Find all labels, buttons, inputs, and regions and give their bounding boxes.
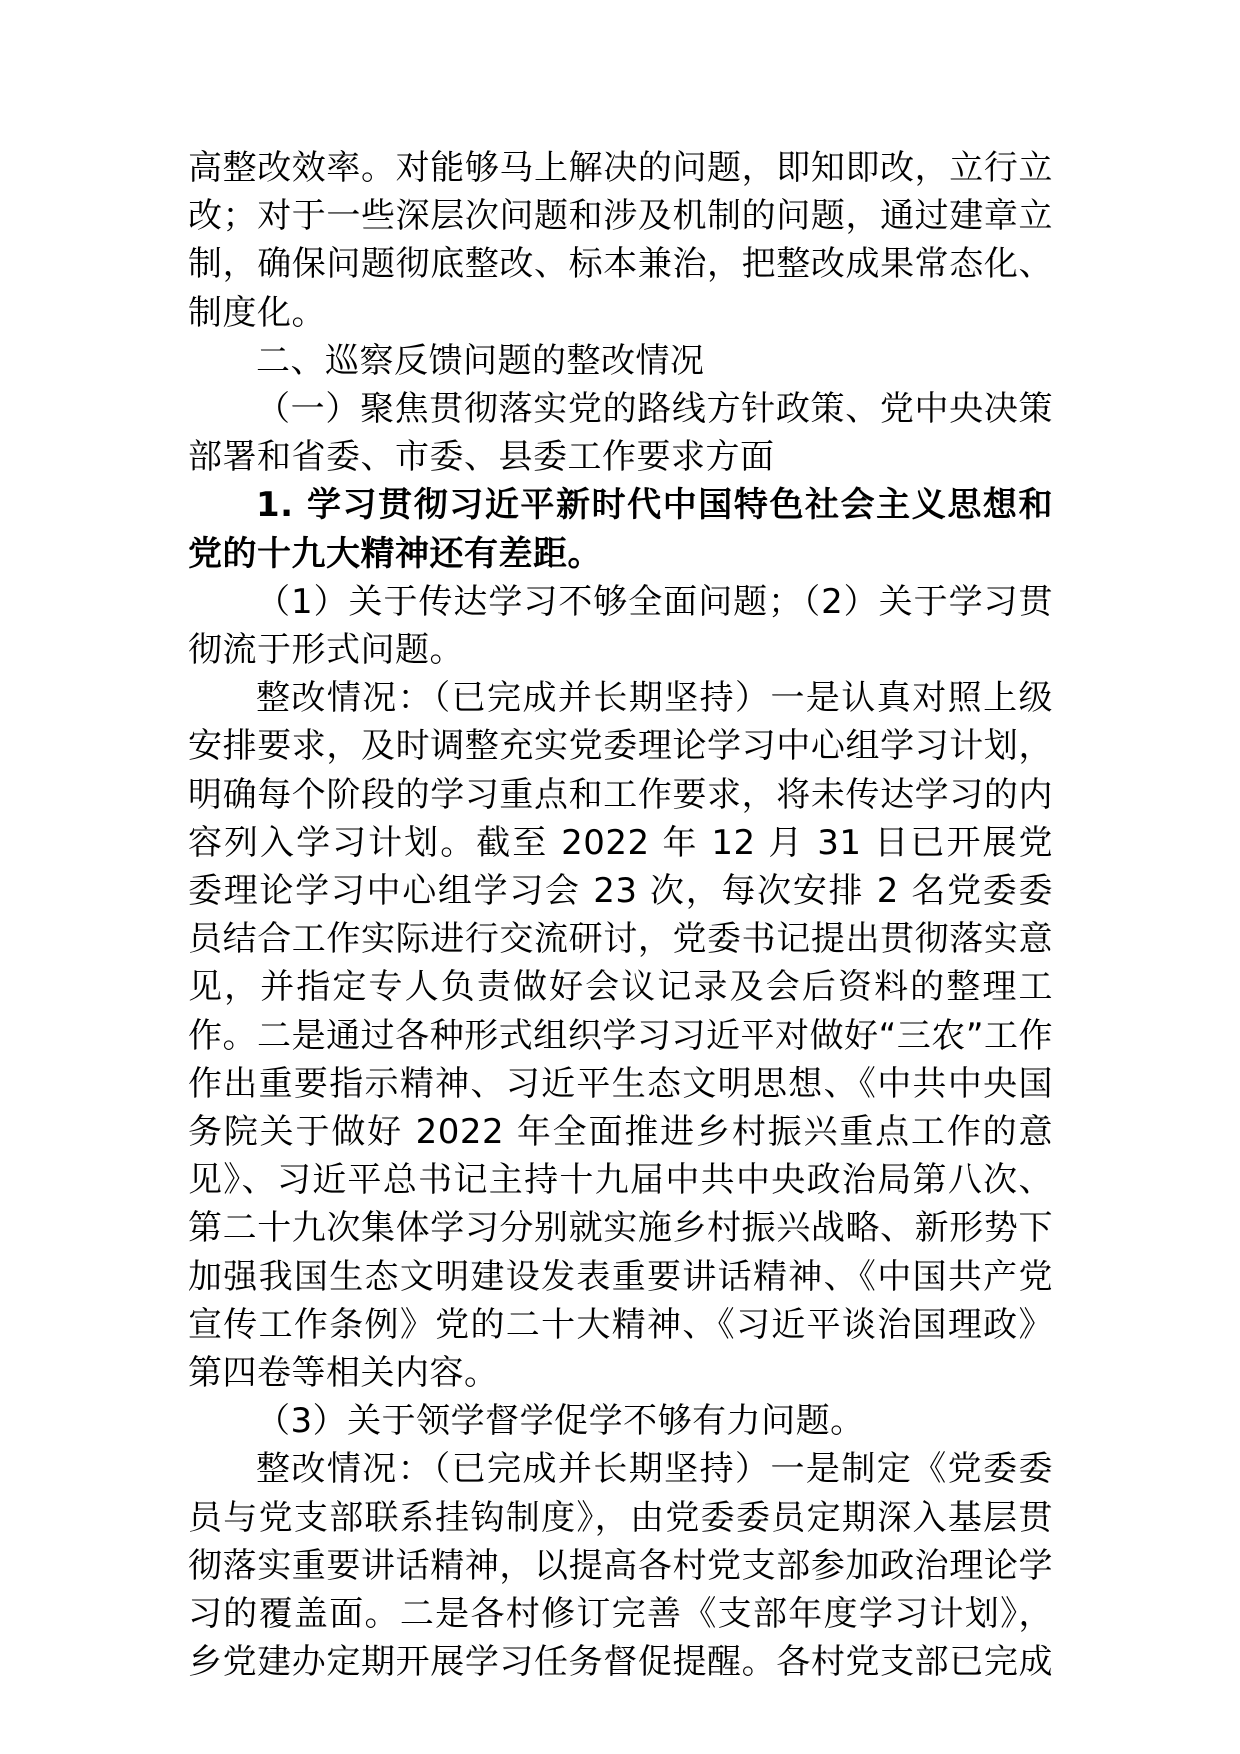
rectification-paragraph-1: 整改情况：（已完成并长期坚持）一是认真对照上级安排要求，及时调整充实党委理论学习中心组学习计划，明确每个阶段的学习重点和工作要求，将未传达学习的内容列入学习计划。截至 2022 年 12 月 31 日已开展党委理论学习中心组学习会 23 次，每次安排 2 名党委委员结合工作实际进行交流研讨，党委书记提出贯彻落实意见，并指定专人负责做好会议记录及会后资料的整理工作。二是通过各种形式组织学习习近平对做好“三农”工作作出重要指示精神、习近平生态文明思想、《中共中央国务院关于做好 2022 年全面推进乡村振兴重点工作的意见》、习近平总书记主持十九届中共中央政治局第八次、第二十九次集体学习分别就实施乡村振兴战略、新形势下加强我国生态文明建设发表重要讲话精神、《中国共产党宣传工作条例》党的二十大精神、《习近平谈治国理政》第四卷等相关内容。 <box>188 678 1053 1394</box>
issue-item-3: （3）关于领学督学促学不够有力问题。 <box>256 1401 865 1442</box>
issue-items-1-2: （1）关于传达学习不够全面问题；（2）关于学习贯彻流于形式问题。 <box>188 581 1053 671</box>
section-heading-2: 二、巡察反馈问题的整改情况 <box>256 340 705 381</box>
rectification-paragraph-2: 整改情况：（已完成并长期坚持）一是制定《党委委员与党支部联系挂钩制度》，由党委委员定期深入基层贯彻落实重要讲话精神，以提高各村党支部参加政治理论学习的覆盖面。二是各村修订完善《支部年度学习计划》，乡党建办定期开展学习任务督促提醒。各村党支部已完成 <box>188 1449 1053 1683</box>
issue-heading-1: 1. 学习贯彻习近平新时代中国特色社会主义思想和党的十九大精神还有差距。 <box>188 485 1053 574</box>
subsection-heading-1: （一）聚焦贯彻落实党的路线方针政策、党中央决策部署和省委、市委、县委工作要求方面 <box>188 389 1053 478</box>
paragraph-rectification-efficiency: 高整改效率。对能够马上解决的问题，即知即改，立行立改；对于一些深层次问题和涉及机制的问题，通过建章立制，确保问题彻底整改、标本兼治，把整改成果常态化、制度化。 <box>188 148 1053 333</box>
